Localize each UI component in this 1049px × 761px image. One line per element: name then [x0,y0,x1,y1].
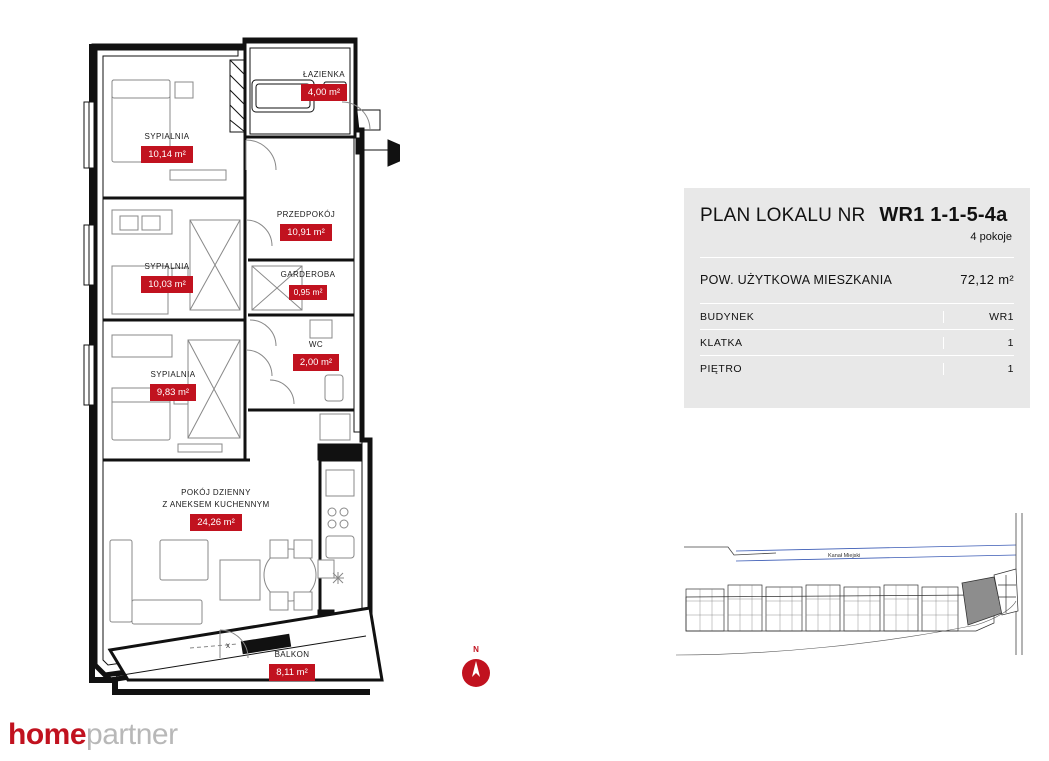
room-name-living-line1: POKÓJ DZIENNY [181,488,251,497]
room-name-balcony: BALKON [274,650,310,659]
room-area-bedroom1: 10,14 m² [141,146,193,163]
room-tag-bedroom1 [112,132,222,163]
card-usable-area-row [700,272,1014,287]
table-row [700,330,1014,356]
room-tag-wc [266,340,366,371]
room-tag-bathroom [278,70,370,101]
canal-label: Kanał Miejski [828,553,861,559]
row-label-floor: PIĘTRO [700,363,743,375]
card-usable-area-label: POW. UŻYTKOWA MIESZKANIA [700,272,893,287]
room-area-hall: 10,91 m² [280,224,332,241]
card-rooms-count: 4 pokoje [970,231,1012,243]
room-tag-balcony [232,650,352,681]
table-row [700,356,1014,381]
room-name-living-line2: Z ANEKSEM KUCHENNYM [162,500,270,509]
room-area-living: 24,26 m² [190,514,242,531]
room-tag-wardrobe [258,270,358,300]
room-area-wardrobe: 0,95 m² [289,285,328,300]
row-value-floor: 1 [943,363,1014,375]
room-area-balcony: 8,11 m² [269,664,315,681]
site-location-map [676,505,1028,665]
card-divider [700,257,1014,258]
floor-plan [70,20,400,710]
compass-north-label: N [473,645,479,654]
card-details-table [700,303,1014,381]
room-name-bedroom2: SYPIALNIA [144,262,190,271]
room-name-hall: PRZEDPOKÓJ [276,210,336,219]
logo-text-home: home [8,718,87,751]
card-usable-area-value: 72,12 m² [960,272,1014,287]
room-name-wardrobe: GARDEROBA [280,270,336,279]
compass [458,645,494,691]
room-name-bathroom: ŁAZIENKA [303,70,345,79]
unit-info-card [684,188,1030,408]
room-name-bedroom3: SYPIALNIA [150,370,196,379]
table-row [700,304,1014,330]
room-tag-living [130,488,302,531]
row-label-staircase: KLATKA [700,337,743,349]
room-area-bedroom2: 10,03 m² [141,276,193,293]
logo-text-partner: partner [86,718,178,751]
card-title: PLAN LOKALU NR [700,205,866,226]
room-area-bathroom: 4,00 m² [301,84,347,101]
door-marker: x [226,641,230,650]
row-value-staircase: 1 [943,337,1014,349]
homepartner-logo [8,718,178,752]
card-unit-number: WR1 1-1-5-4a [879,204,1008,226]
room-tag-hall [252,210,360,241]
compass-rose-icon [458,655,494,691]
card-title-row [700,188,1014,227]
room-name-bedroom1: SYPIALNIA [144,132,190,141]
room-tag-bedroom3 [118,370,228,401]
row-label-building: BUDYNEK [700,311,755,323]
row-value-building: WR1 [943,311,1014,323]
room-name-wc: WC [308,340,324,349]
room-area-wc: 2,00 m² [293,354,339,371]
room-area-bedroom3: 9,83 m² [150,384,196,401]
room-tag-bedroom2 [112,262,222,293]
site-map-drawing [676,505,1028,665]
